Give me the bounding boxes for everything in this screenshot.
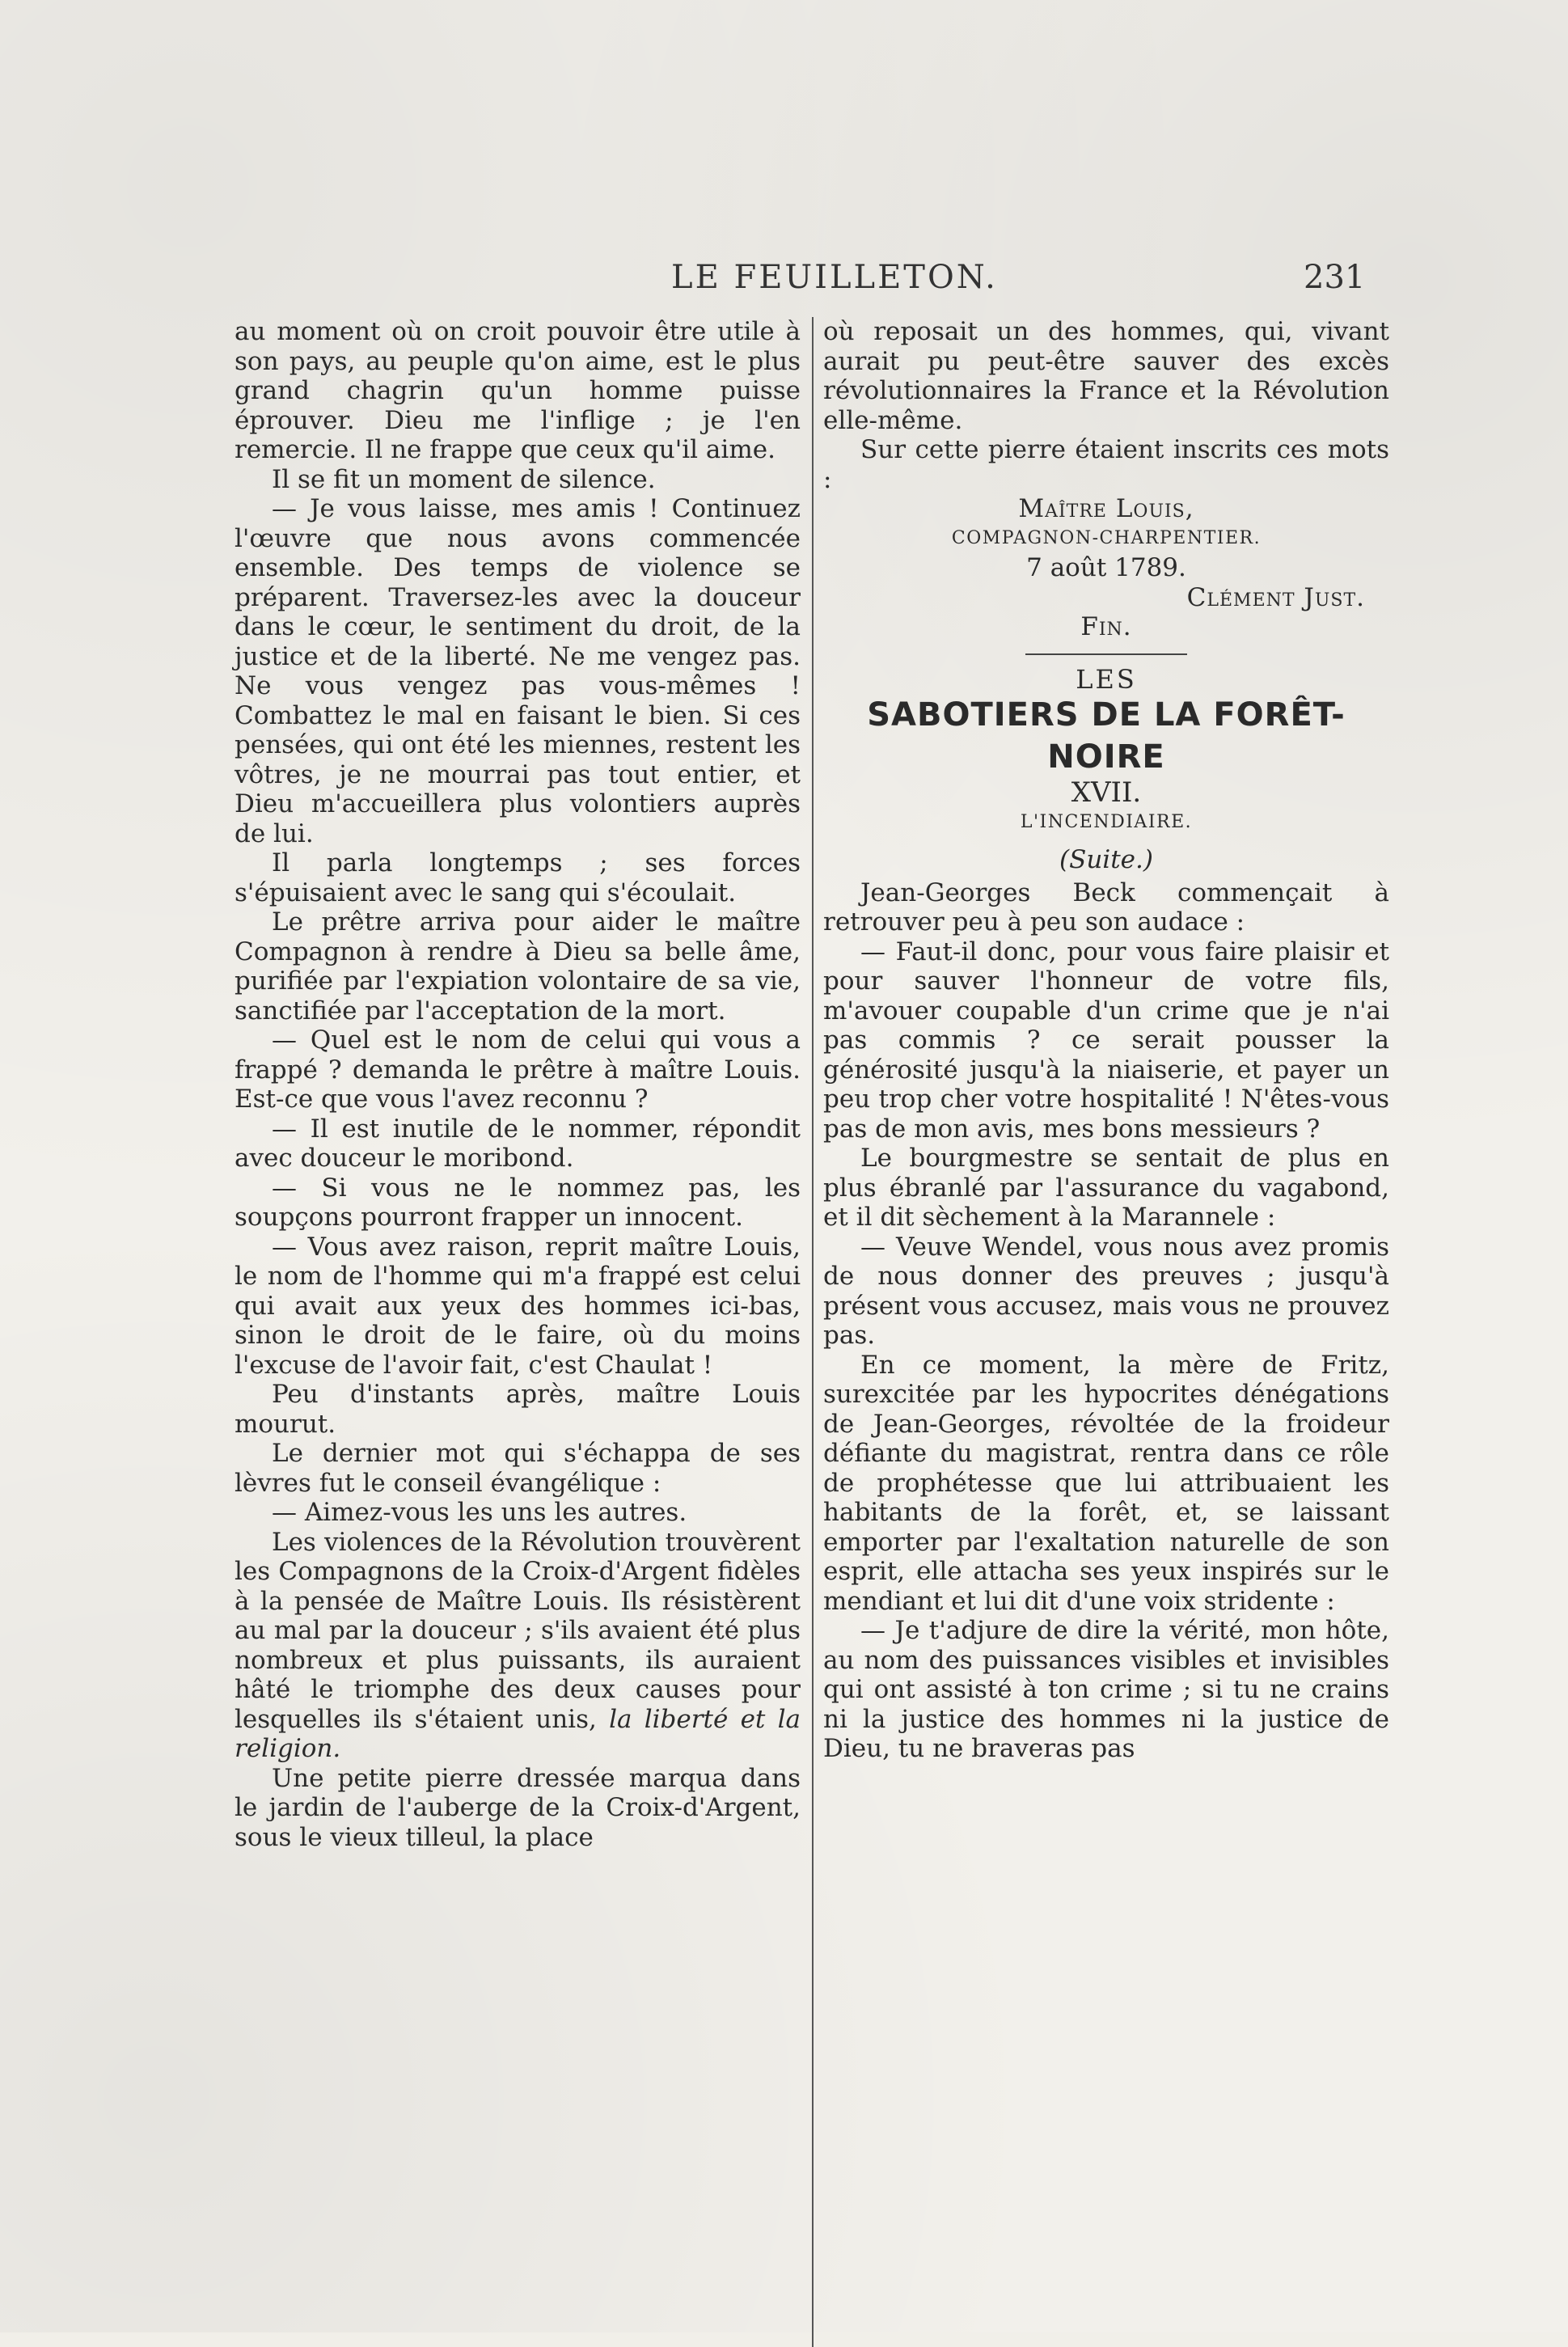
paragraph: — Je vous laisse, mes amis ! Continuez l'œuvre que nous avons commencée ensemble. Des temps de violence se préparent. Traversez-les avec la douceur dans le cœur, le sentiment du droit, de la justice et de la liberté. Ne me vengez pas. Ne vous vengez pas vous-mêmes ! Combattez le mal en faisant le bien. Si ces pensées, qui ont été les miennes, restent les vôtres, je ne mourrai pas tout entier, et Dieu m'accueillera plus volontiers auprès de lui. (235, 494, 801, 848)
paragraph-text: Les violences de la Révolution trouvèrent les Compagnons de la Croix-d'Argent fidèles à la pensée de Maître Louis. Ils résistèrent au mal par la douceur ; s'ils avaient été plus nombreux et plus puissants, ils auraient hâté le triomphe des deux causes pour lesquelles ils s'étaient unis, (235, 1527, 801, 1734)
paragraph: — Veuve Wendel, vous nous avez promis de nous donner des preuves ; jusqu'à présent vous accusez, mais vous ne prouvez pas. (823, 1232, 1389, 1350)
paragraph: — Si vous ne le nommez pas, les soupçons pourront frapper un innocent. (235, 1173, 801, 1232)
inscription-date: 7 août 1789. (1026, 553, 1186, 582)
paragraph: — Je t'adjure de dire la vérité, mon hôte, au nom des puissances visibles et invisibles qui ont assisté à ton crime ; si tu ne crains ni la justice des hommes ni la justice de Dieu, tu ne braveras pas (823, 1616, 1389, 1763)
paragraph: En ce moment, la mère de Fritz, surexcitée par les hypocrites dénégations de Jean-Georges, révoltée de la froideur défiante du magistrat, rentra dans ce rôle de prophétesse que lui attribuaient les habitants de la forêt, et, se laissant emporter par l'exaltation naturelle de son esprit, elle attacha ses yeux inspirés sur le mendiant et lui dit d'une voix stridente : (823, 1350, 1389, 1616)
paragraph: — Vous avez raison, reprit maître Louis, le nom de l'homme qui m'a frappé est celui qui avait aux yeux des hommes ici-bas, sinon le droit de le faire, où du moins l'excuse de l'avoir fait, c'est Chaulat ! (235, 1232, 801, 1380)
fin-label: Fin. (1080, 612, 1132, 641)
chapter-title: L'INCENDIAIRE. (1020, 811, 1193, 832)
page-number: 231 (1304, 259, 1366, 296)
left-column (235, 317, 801, 1852)
paragraph: Le bourgmestre se sentait de plus en plus ébranlé par l'assurance du vagabond, et il dit sèchement à la Marannele : (823, 1144, 1389, 1232)
running-title: LE FEUILLETON. (671, 259, 998, 296)
paragraph (235, 1528, 801, 1764)
column-divider (812, 317, 814, 2347)
suite-label: (Suite.) (1059, 845, 1153, 874)
chapter-number: XVII. (1071, 776, 1142, 809)
right-column (823, 317, 1389, 1764)
paragraph: Il se fit un moment de silence. (272, 464, 656, 494)
paragraph: — Aimez-vous les uns les autres. (272, 1498, 687, 1527)
section-rule (1025, 653, 1187, 655)
inscription-name: Maître Louis, (1018, 494, 1194, 523)
paragraph: Jean-Georges Beck commençait à retrouver peu à peu son audace : (823, 877, 1389, 937)
paragraph: Une petite pierre dressée marqua dans le jardin de l'auberge de la Croix-d'Argent, sous le vieux tilleul, la place (235, 1763, 801, 1852)
paragraph: Le prêtre arriva pour aider le maître Compagnon à rendre à Dieu sa belle âme, purifiée par l'expiation volontaire de sa vie, sanctifiée par l'acceptation de la mort. (235, 907, 801, 1025)
italic-phrase: la liberté et la religion. (235, 1704, 801, 1763)
paragraph: Le dernier mot qui s'échappa de ses lèvres fut le conseil évangélique : (235, 1439, 801, 1498)
paragraph: — Faut-il donc, pour vous faire plaisir et pour sauver l'honneur de votre fils, m'avouer coupable d'un crime que je n'ai pas commis ? ce serait pousser la générosité jusqu'à la niaiserie, et payer un peu trop cher votre hospitalité ! N'êtes-vous pas de mon avis, mes bons messieurs ? (823, 937, 1389, 1144)
story-title-top: LES (1076, 663, 1137, 695)
paragraph: Peu d'instants après, maître Louis mourut. (235, 1380, 801, 1439)
paragraph: au moment où on croit pouvoir être utile à son pays, au peuple qu'on aime, est le plus grand chagrin qu'un homme puisse éprouver. Dieu me l'inflige ; je l'en remercie. Il ne frappe que ceux qu'il aime. (235, 317, 801, 464)
author-signature: Clément Just. (1186, 582, 1365, 612)
paragraph: — Il est inutile de le nommer, répondit avec douceur le moribond. (235, 1114, 801, 1173)
inscription-title: COMPAGNON-CHARPENTIER. (951, 527, 1262, 548)
story-title: SABOTIERS DE LA FORÊT-NOIRE (867, 696, 1346, 776)
paragraph: Il parla longtemps ; ses forces s'épuisaient avec le sang qui s'écoulait. (235, 848, 801, 907)
paragraph: Sur cette pierre étaient inscrits ces mots : (823, 435, 1389, 494)
paragraph: — Quel est le nom de celui qui vous a frappé ? demanda le prêtre à maître Louis. Est-ce que vous l'avez reconnu ? (235, 1025, 801, 1114)
paragraph: où reposait un des hommes, qui, vivant aurait pu peut-être sauver des excès révolutionnaires la France et la Révolution elle-même. (823, 317, 1389, 435)
